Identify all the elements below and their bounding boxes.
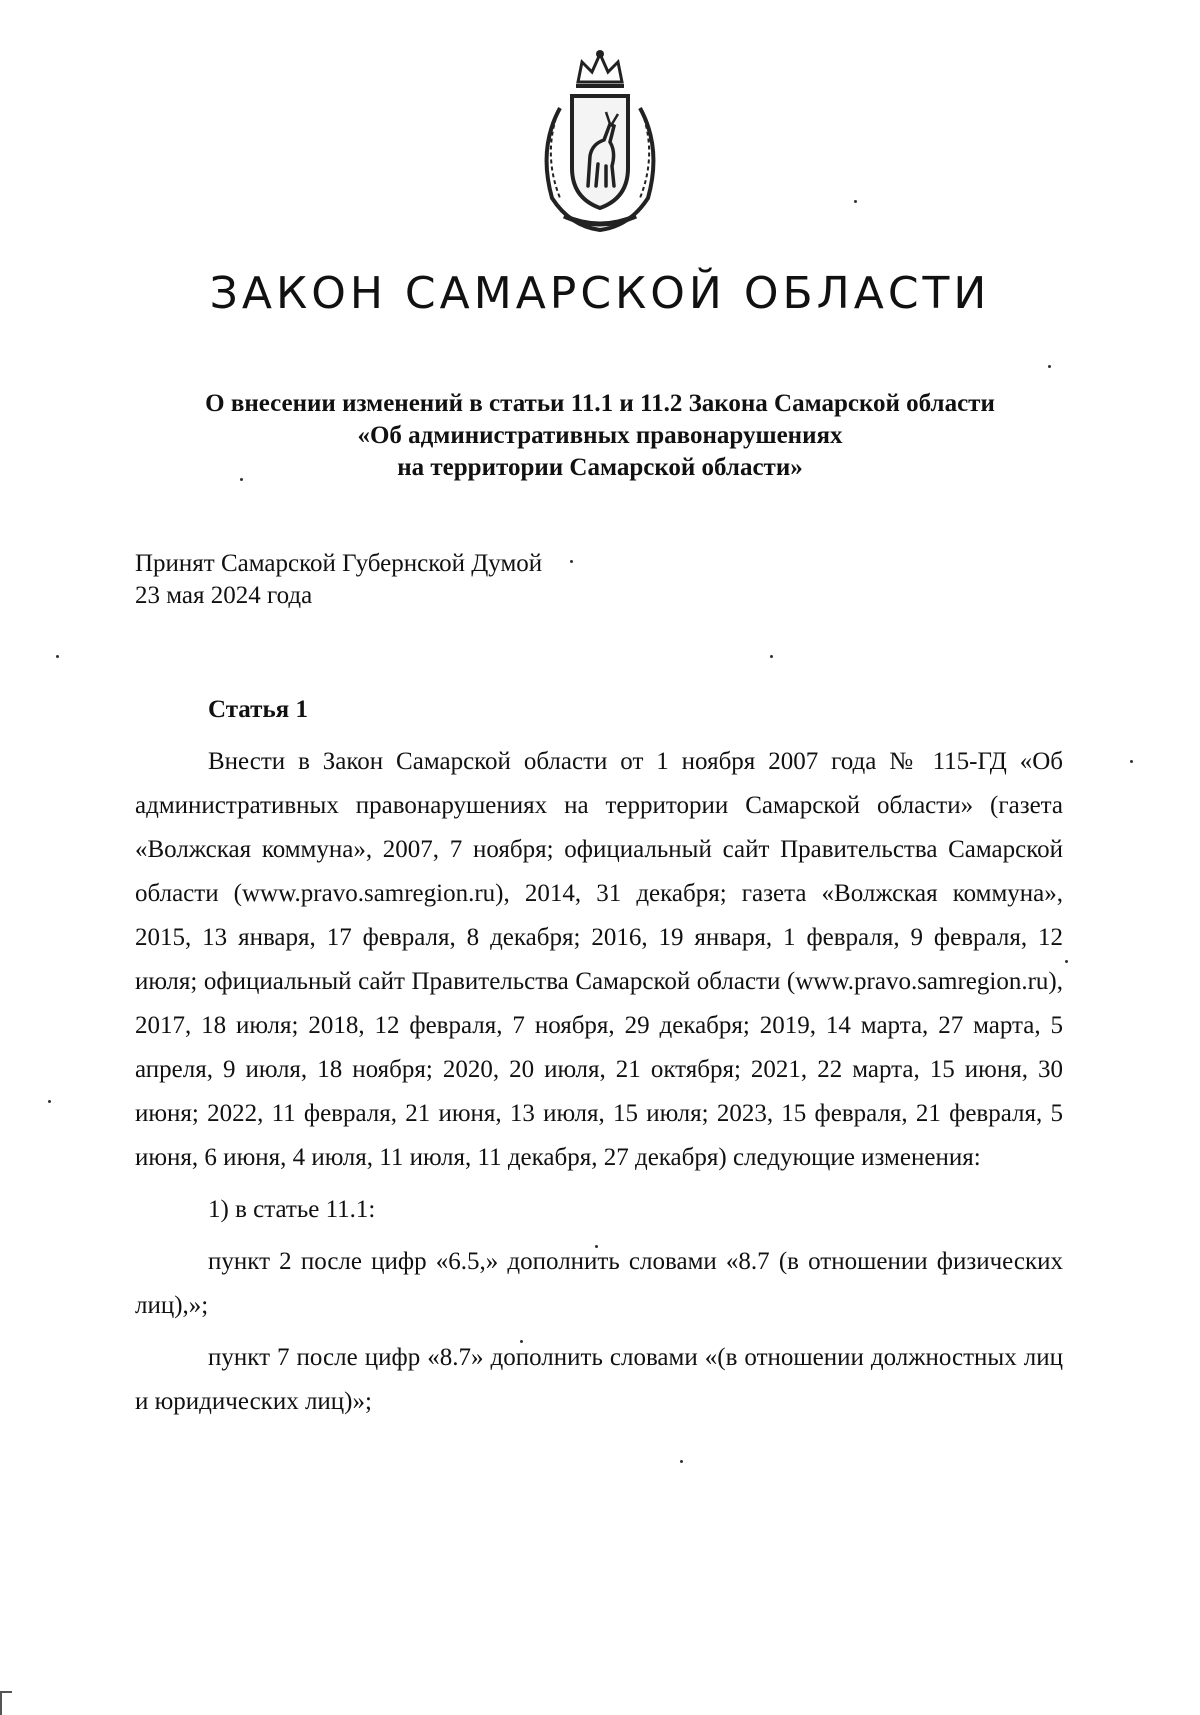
subject-line: на территории Самарской области» [397, 454, 803, 481]
article-heading: Статья 1 [208, 696, 308, 723]
adopted-by: Принят Самарской Губернской Думой [135, 550, 543, 577]
body-paragraph: 1) в статье 11.1: [208, 1196, 376, 1223]
subject-line: «Об административных правонарушениях [357, 422, 843, 449]
subject-line: О внесении изменений в статьи 11.1 и 11.2 Закона Самарской области [205, 390, 995, 417]
law-title: ЗАКОН САМАРСКОЙ ОБЛАСТИ [209, 268, 991, 319]
body-paragraph: пункт 2 после цифр «6.5,» дополнить словами «8.7 (в отношении физических лиц),»; [135, 1248, 1063, 1319]
law-subject [100, 388, 1100, 484]
article-body [135, 740, 1063, 1432]
adoption-note [135, 548, 542, 612]
body-paragraph: пункт 7 после цифр «8.7» дополнить словами «(в отношении должностных лиц и юридических лиц)»; [135, 1344, 1063, 1415]
adoption-date: 23 мая 2024 года [135, 582, 313, 609]
coat-of-arms-icon [530, 48, 670, 238]
scan-edge-mark [0, 1691, 12, 1715]
body-paragraph: Внести в Закон Самарской области от 1 ноября 2007 года № 115-ГД «Об административных правонарушениях на территории Самарской области» (газета «Волжская коммуна», 2007, 7 ноября; официальный сайт Правительства Самарской области (www.pravo.samregion.ru), 2014, 31 декабря; газета «Волжская коммуна», 2015, 13 января, 17 февраля, 8 декабря; 2016, 19 января, 1 февраля, 9 февраля, 12 июля; официальный сайт Правительства Самарской области (www.pravo.samregion.ru), 2017, 18 июля; 2018, 12 февраля, 7 ноября, 29 декабря; 2019, 14 марта, 27 марта, 5 апреля, 9 июля, 18 ноября; 2020, 20 июля, 21 октября; 2021, 22 марта, 15 июня, 30 июня; 2022, 11 февраля, 21 июня, 13 июля, 15 июля; 2023, 15 февраля, 21 февраля, 5 июня, 6 июня, 4 июля, 11 июля, 11 декабря, 27 декабря) следующие изменения: [135, 748, 1063, 1171]
